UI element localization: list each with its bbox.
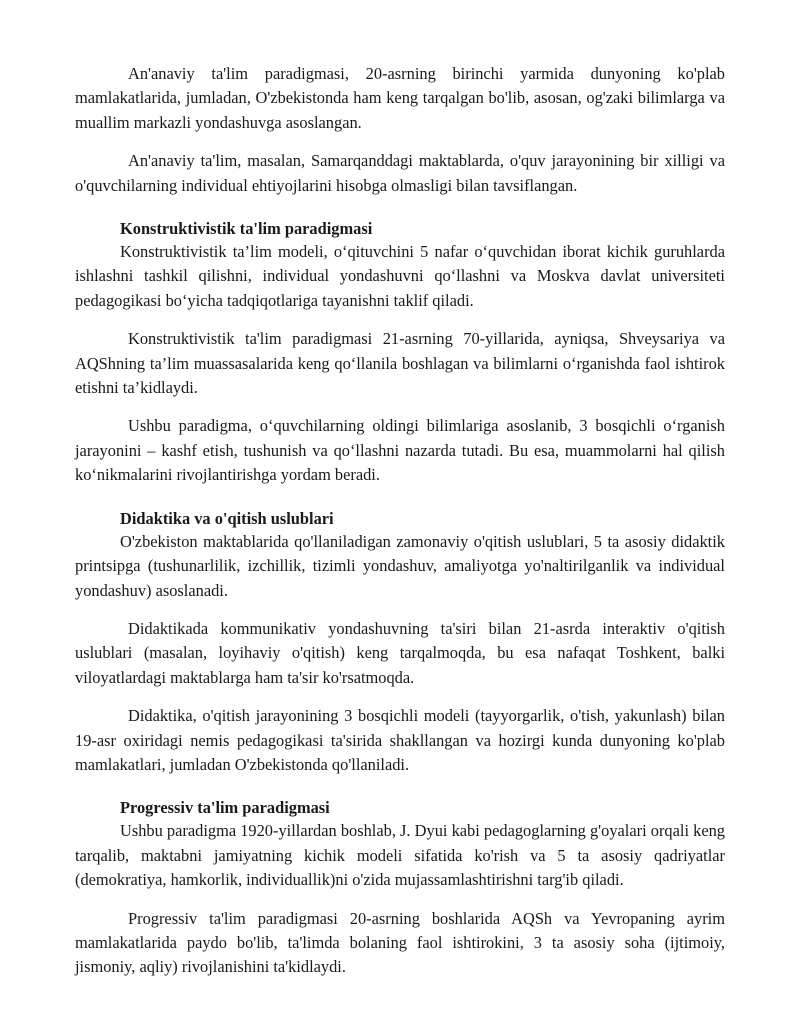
heading-progressive: Progressiv ta'lim paradigmasi <box>120 798 330 818</box>
paragraph-progressive-1: Ushbu paradigma 1920-yillardan boshlab, J. Dyui kabi pedagoglarning g'oyalari orqali keng tarqalib, maktabni jamiyatning kichik modeli sifatida ko'rish va 5 ta asosiy qadriyatlar (demokratiya, hamkorlik, individuallik)ni o'zida mujassamlashtirishni targ'ib qiladi. <box>75 821 725 890</box>
paragraph-didactics-1: O'zbekiston maktablarida qo'llaniladigan zamonaviy o'qitish uslublari, 5 ta asosiy didaktik printsipga (tushunarlilik, izchillik, tizimli yondashuv, amaliyotga yo'naltirilganlik va individual yondashuv) asoslanadi. <box>75 531 725 600</box>
paragraph-didactics-2: Didaktikada kommunikativ yondashuvning ta'siri bilan 21-asrda interaktiv o'qitish uslublari (masalan, loyihaviy o'qitish) keng tarqalmoqda, bu esa nafaqat Toshkent, balki viloyatlardagi maktablarga ham ta'sir ko'rsatmoqda. <box>75 618 725 687</box>
paragraph-constructivist-1: Konstruktivistik ta’lim modeli, o‘qituvchini 5 nafar o‘quvchidan iborat kichik guruhlarda ishlashni tashkil qilishni, individual yondashuvni qo‘llashni va Moskva davlat universiteti pedagogikasi bo‘yicha tadqiqotlariga tayanishni taklif qiladi. <box>75 242 725 310</box>
paragraph-traditional-2: An'anaviy ta'lim, masalan, Samarqanddagi maktablarda, o'quv jarayonining bir xilligi va o'quvchilarning individual ehtiyojlarini hisobga olmasligi bilan tavsiflangan. <box>75 151 725 195</box>
paragraph-didactics-3: Didaktika, o'qitish jarayonining 3 bosqichli modeli (tayyorgarlik, o'tish, yakunlash) bilan 19-asr oxiridagi nemis pedagogikasi ta'sirida shakllangan va hozirgi kunda dunyoning ko'plab mamlakatlari, jumladan O'zbekistonda qo'llaniladi. <box>75 706 725 774</box>
paragraph-constructivist-3: Ushbu paradigma, o‘quvchilarning oldingi bilimlariga asoslanib, 3 bosqichli o‘rganish jarayonini – kashf etish, tushunish va qo‘llashni nazarda tutadi. Bu esa, muammolarni hal qilish ko‘nikmalarini rivojlantirishga yordam beradi. <box>75 416 725 485</box>
paragraph-traditional-1: An'anaviy ta'lim paradigmasi, 20-asrning birinchi yarmida dunyoning ko'plab mamlakatlarida, jumladan, O'zbekistonda ham keng tarqalgan bo'lib, asosan, og'zaki bilimlarga va muallim markazli yondashuvga asoslangan. <box>75 64 725 132</box>
paragraph-constructivist-2: Konstruktivistik ta'lim paradigmasi 21-asrning 70-yillarida, ayniqsa, Shveysariya va AQShning ta’lim muassasalarida keng qo‘llanila boshlagan va bilimlarni o‘rganishda faol ishtirok etishni ta’kidlaydi. <box>75 329 725 398</box>
paragraph-progressive-2: Progressiv ta'lim paradigmasi 20-asrning boshlarida AQSh va Yevropaning ayrim mamlakatlarida paydo bo'lib, ta'limda bolaning faol ishtirokini, 3 ta asosiy soha (ijtimoiy, jismoniy, aqliy) rivojlanishini ta'kidlaydi. <box>75 908 725 977</box>
heading-constructivist: Konstruktivistik ta'lim paradigmasi <box>120 219 373 239</box>
heading-didactics: Didaktika va o'qitish uslublari <box>120 508 334 528</box>
